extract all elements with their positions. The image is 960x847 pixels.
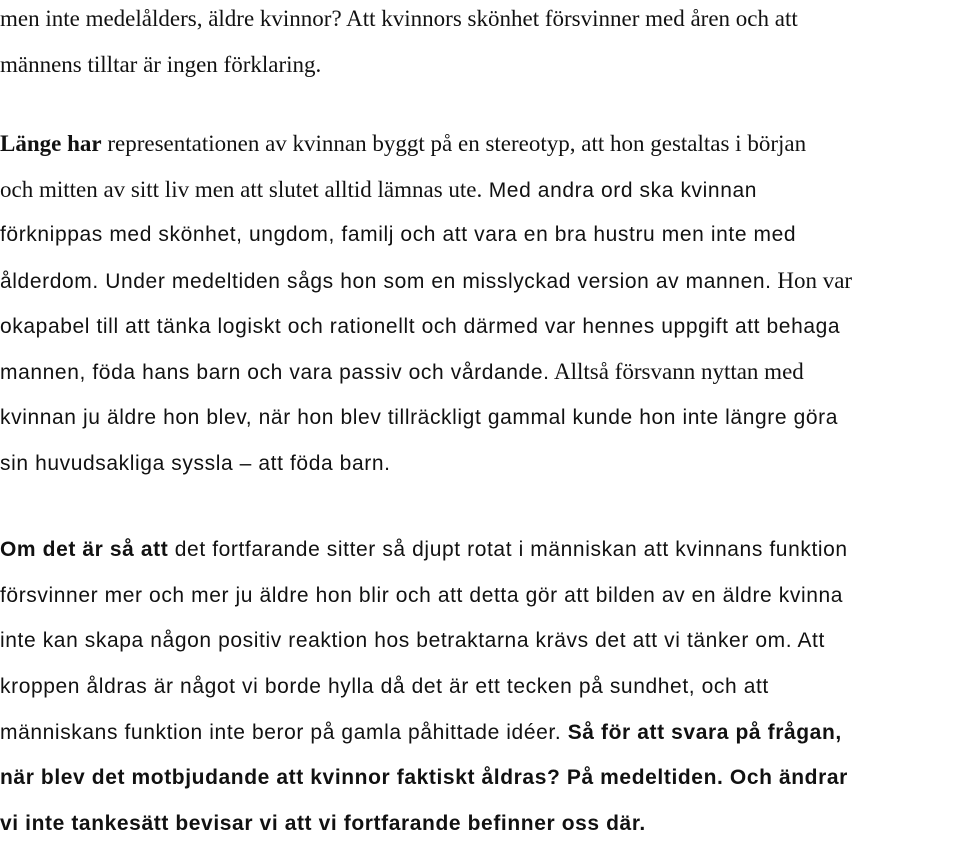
text-line: kroppen åldras är något vi borde hylla då det är ett tecken på sundhet, och att (0, 675, 769, 699)
text-run: mannen, föda hans barn och vara passiv och vårdande. (0, 361, 550, 385)
text-line (0, 121, 960, 167)
bold-lead-phrase: Om det är så att (0, 538, 169, 561)
text-line (0, 710, 960, 756)
bold-phrase: Så för att svara på frågan, (561, 720, 842, 744)
text-line: okapabel till att tänka logiskt och rationellt och därmed var hennes uppgift att behaga (0, 314, 841, 338)
paragraph-3 (0, 527, 960, 847)
text-line: när blev det motbjudande att kvinnor faktiskt åldras? På medeltiden. Och ändrar (0, 766, 848, 790)
text-run: Med andra ord ska kvinnan (482, 178, 758, 202)
text-run: ålderdom. Under medeltiden sågs hon som en misslyckad version av mannen. (0, 270, 772, 294)
bold-lead-phrase: Länge har (0, 131, 102, 156)
text-line (0, 349, 960, 395)
text-line: men inte medelålders, äldre kvinnor? Att kvinnors skönhet försvinner med åren och att (0, 6, 798, 31)
text-run: Alltså försvann nyttan med (549, 359, 804, 385)
text-line (0, 527, 960, 573)
text-run: och mitten av sitt liv men att slutet alltid lämnas ute. (0, 176, 483, 202)
text-run: Hon var (771, 268, 853, 294)
text-run: människans funktion inte beror på gamla påhittade idéer. (0, 720, 562, 744)
text-run: representationen av kvinnan byggt på en stereotyp, att hon gestaltas i början (101, 131, 807, 156)
text-line: kvinnan ju äldre hon blev, när hon blev tillräckligt gammal kunde hon inte längre göra (0, 406, 839, 430)
text-line (0, 258, 960, 304)
text-line: vi inte tankesätt bevisar vi att vi fortfarande befinner oss där. (0, 812, 646, 836)
text-run: det fortfarande sitter så djupt rotat i människan att kvinnans funktion (168, 538, 848, 561)
paragraph-1 (0, 0, 960, 87)
text-line: sin huvudsakliga syssla – att föda barn. (0, 451, 391, 475)
text-line: försvinner mer och mer ju äldre hon blir och att detta gör att bilden av en äldre kvinna (0, 583, 844, 607)
text-line (0, 167, 960, 213)
text-line: männens tilltar är ingen förklaring. (0, 51, 322, 77)
text-line: inte kan skapa någon positiv reaktion hos betraktarna krävs det att vi tänker om. Att (0, 629, 825, 653)
paragraph-2 (0, 121, 960, 487)
text-line: förknippas med skönhet, ungdom, familj och att vara en bra hustru men inte med (0, 223, 797, 247)
